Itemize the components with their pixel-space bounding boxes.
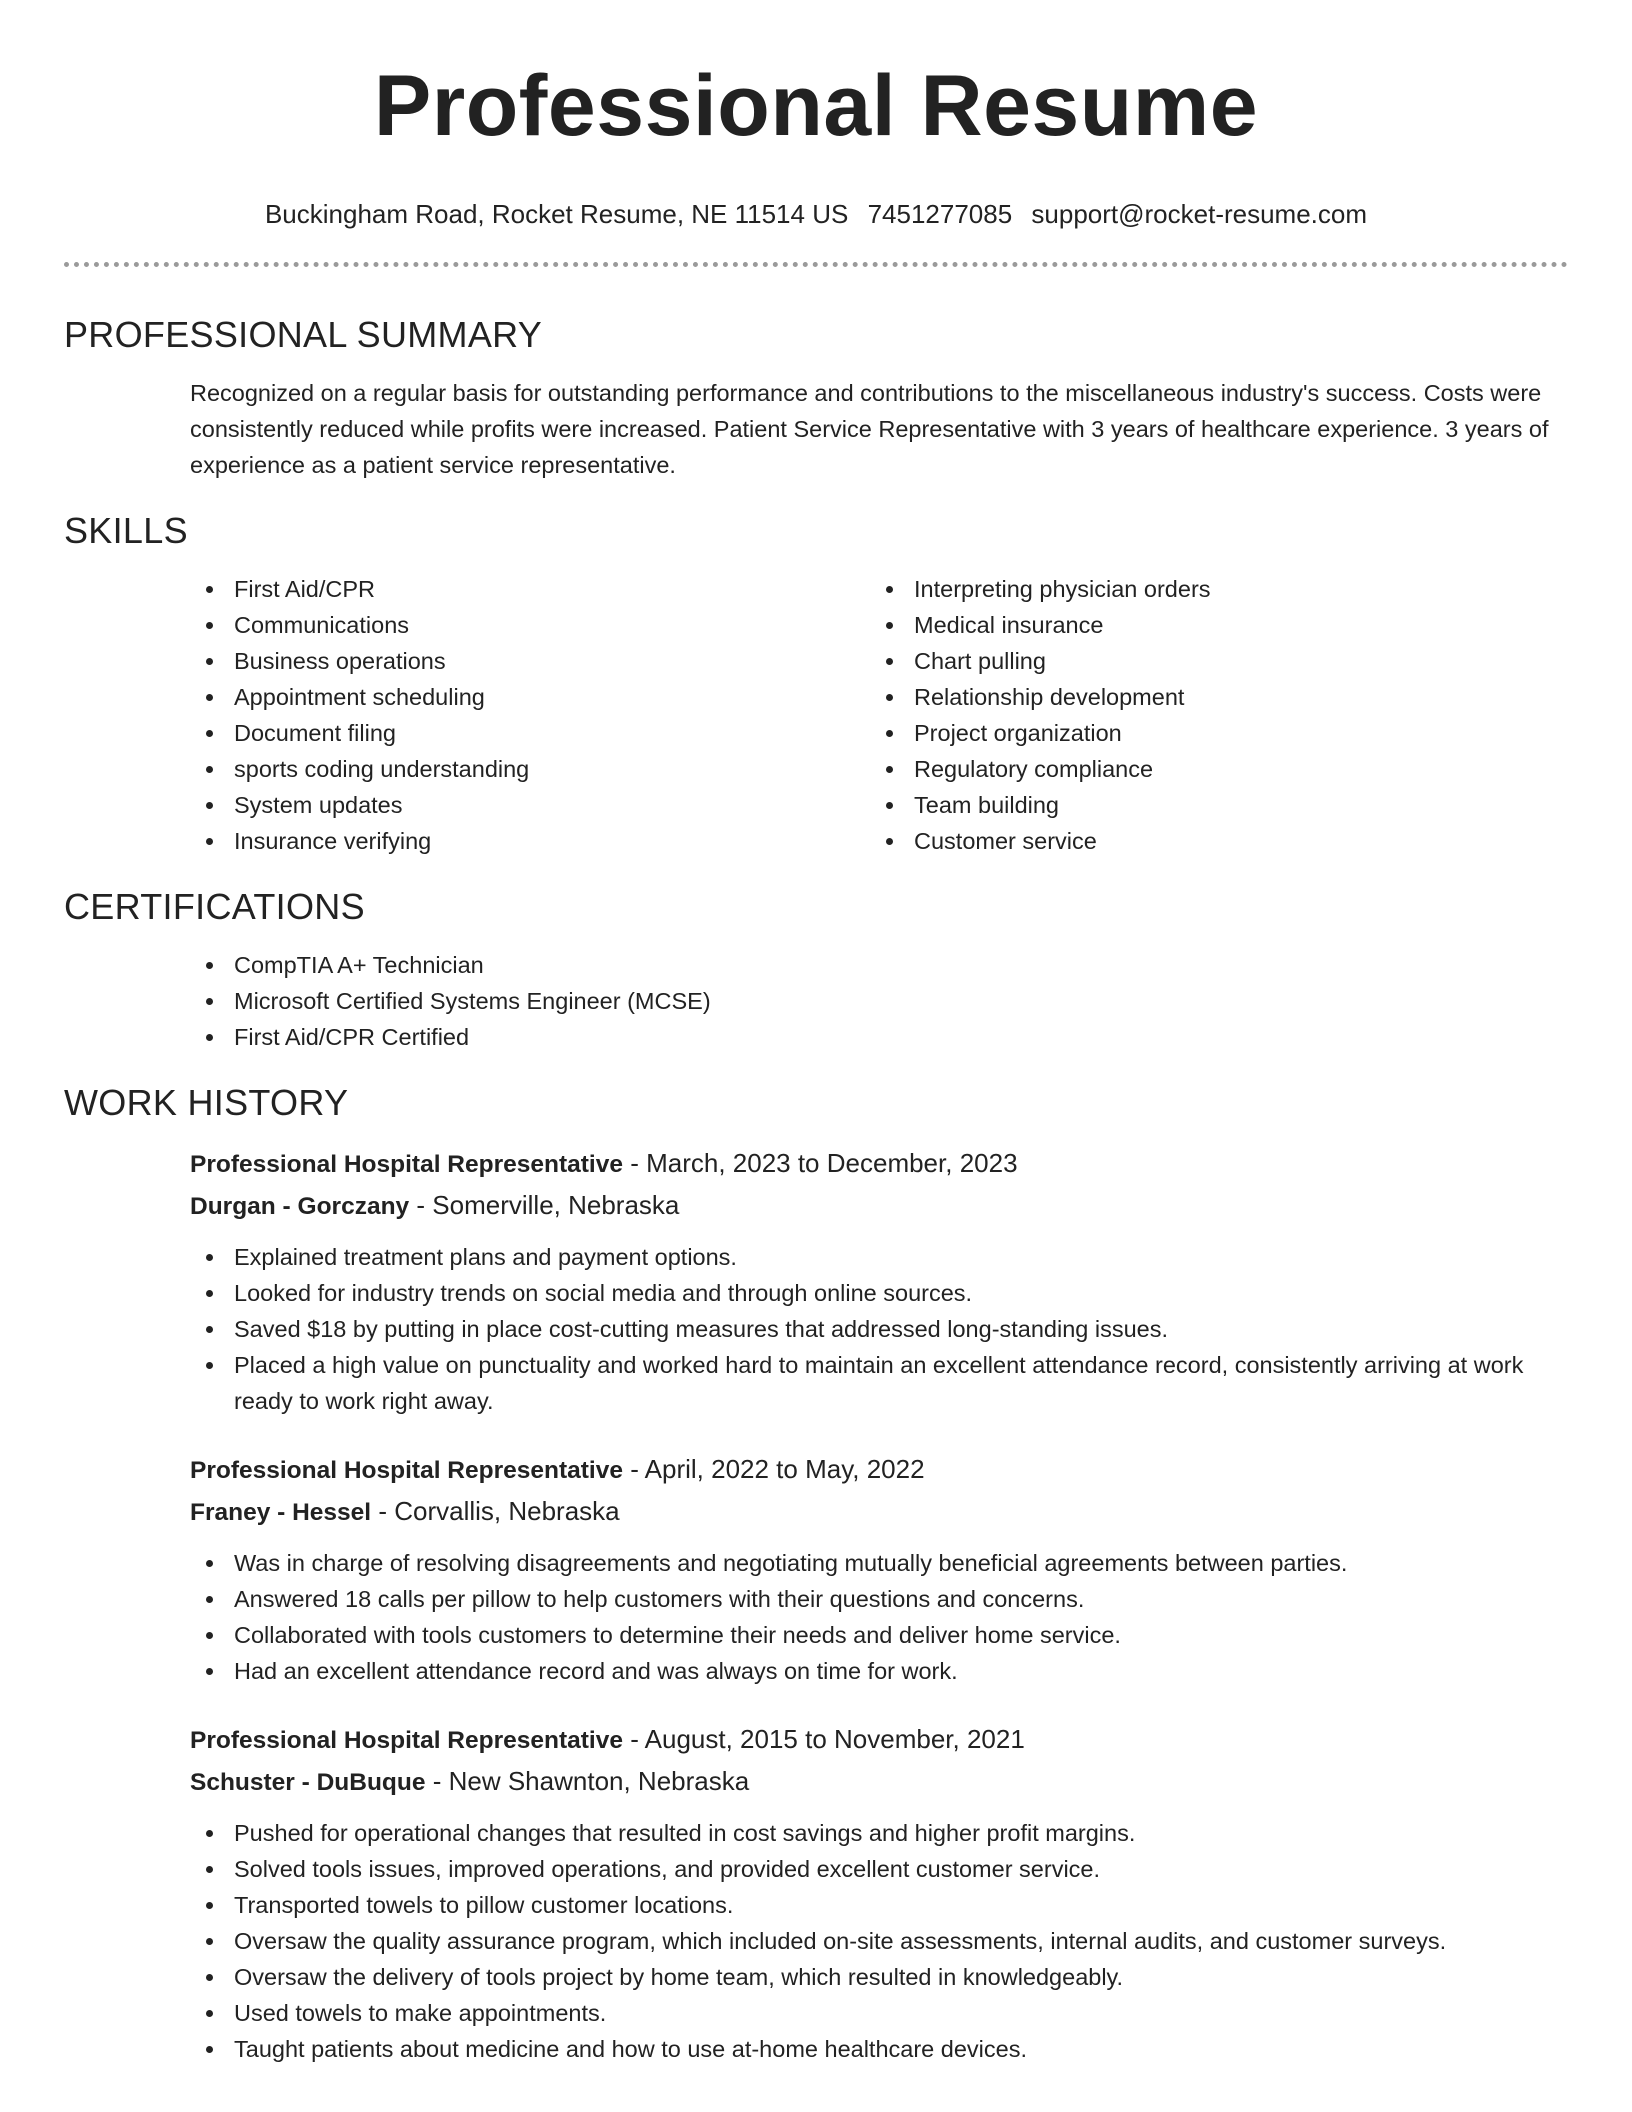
certification-item: First Aid/CPR Certified — [190, 1019, 1568, 1055]
skill-item: Chart pulling — [870, 643, 1550, 679]
job-location: - Somerville, Nebraska — [409, 1190, 680, 1220]
skill-item: Project organization — [870, 715, 1550, 751]
contact-address: Buckingham Road, Rocket Resume, NE 11514 US — [264, 199, 849, 229]
job-bullets — [190, 1815, 1568, 2067]
job-location: - Corvallis, Nebraska — [371, 1496, 620, 1526]
job-bullet: Looked for industry trends on social media and through online sources. — [190, 1275, 1568, 1311]
skills-heading: SKILLS — [64, 510, 188, 551]
skill-item: Interpreting physician orders — [870, 571, 1550, 607]
job-bullet: Transported towels to pillow customer locations. — [190, 1887, 1568, 1923]
job-dates: - March, 2023 to December, 2023 — [622, 1148, 1018, 1178]
skill-item: Appointment scheduling — [190, 679, 870, 715]
job-bullet: Taught patients about medicine and how to use at-home healthcare devices. — [190, 2031, 1568, 2067]
skill-item: Team building — [870, 787, 1550, 823]
skill-item: Customer service — [870, 823, 1550, 859]
job-bullet: Explained treatment plans and payment options. — [190, 1239, 1568, 1275]
skill-item: Medical insurance — [870, 607, 1550, 643]
job-title-line — [190, 1143, 1568, 1185]
certifications-heading: CERTIFICATIONS — [64, 886, 365, 927]
job-bullets — [190, 1545, 1568, 1689]
job-entry — [190, 1719, 1568, 2067]
skill-item: First Aid/CPR — [190, 571, 870, 607]
job-company: Franey - Hessel — [190, 1499, 372, 1526]
job-bullet: Solved tools issues, improved operations, and provided excellent customer service. — [190, 1851, 1568, 1887]
certifications-list — [190, 947, 1568, 1055]
job-dates: - August, 2015 to November, 2021 — [622, 1724, 1025, 1754]
skills-right-list — [870, 571, 1550, 859]
resume-page — [64, 0, 1568, 2067]
certification-item: Microsoft Certified Systems Engineer (MCSE) — [190, 983, 1568, 1019]
skills-left-list — [190, 571, 870, 859]
job-title-line — [190, 1719, 1568, 1761]
job-location: - New Shawnton, Nebraska — [425, 1766, 750, 1796]
work-history-section — [64, 1081, 1568, 2067]
skills-grid — [190, 571, 1568, 859]
skill-item: Communications — [190, 607, 870, 643]
certifications-section — [64, 885, 1568, 1055]
skill-item: sports coding understanding — [190, 751, 870, 787]
summary-section — [64, 313, 1568, 483]
job-title: Professional Hospital Representative — [190, 1151, 623, 1178]
summary-heading: PROFESSIONAL SUMMARY — [64, 314, 543, 355]
job-company: Durgan - Gorczany — [190, 1193, 410, 1220]
skill-item: Relationship development — [870, 679, 1550, 715]
job-company-line — [190, 1761, 1568, 1803]
job-bullet: Used towels to make appointments. — [190, 1995, 1568, 2031]
job-title: Professional Hospital Representative — [190, 1727, 623, 1754]
job-bullet: Oversaw the quality assurance program, which included on-site assessments, internal audits, and customer surveys. — [190, 1923, 1568, 1959]
job-bullet: Placed a high value on punctuality and worked hard to maintain an excellent attendance record, consistently arriving at work ready to work right away. — [190, 1347, 1568, 1419]
job-company: Schuster - DuBuque — [190, 1769, 426, 1796]
summary-text: Recognized on a regular basis for outstanding performance and contributions to the miscellaneous industry's success. Costs were consistently reduced while profits were increased. Patient Service Representative with 3 years of healthcare experience. 3 years of experience as a patient service representative. — [190, 380, 1549, 478]
certification-item: CompTIA A+ Technician — [190, 947, 1568, 983]
work-history-heading: WORK HISTORY — [64, 1082, 349, 1123]
skill-item: Business operations — [190, 643, 870, 679]
job-dates: - April, 2022 to May, 2022 — [622, 1454, 925, 1484]
job-company-line — [190, 1185, 1568, 1227]
job-bullet: Saved $18 by putting in place cost-cutting measures that addressed long-standing issues. — [190, 1311, 1568, 1347]
job-company-line — [190, 1491, 1568, 1533]
job-bullet: Collaborated with tools customers to determine their needs and deliver home service. — [190, 1617, 1568, 1653]
job-entry — [190, 1143, 1568, 1419]
skill-item: Regulatory compliance — [870, 751, 1550, 787]
job-bullets — [190, 1239, 1568, 1419]
skill-item: System updates — [190, 787, 870, 823]
job-bullet: Was in charge of resolving disagreements and negotiating mutually beneficial agreements between parties. — [190, 1545, 1568, 1581]
header-divider — [64, 262, 1568, 267]
job-entry — [190, 1449, 1568, 1689]
job-bullet: Answered 18 calls per pillow to help customers with their questions and concerns. — [190, 1581, 1568, 1617]
contact-email: support@rocket-resume.com — [1031, 199, 1368, 229]
job-title-line — [190, 1449, 1568, 1491]
skill-item: Insurance verifying — [190, 823, 870, 859]
skill-item: Document filing — [190, 715, 870, 751]
resume-title: Professional Resume — [373, 58, 1259, 154]
job-bullet: Pushed for operational changes that resulted in cost savings and higher profit margins. — [190, 1815, 1568, 1851]
job-bullet: Had an excellent attendance record and was always on time for work. — [190, 1653, 1568, 1689]
job-title: Professional Hospital Representative — [190, 1457, 623, 1484]
skills-section — [64, 509, 1568, 859]
job-bullet: Oversaw the delivery of tools project by home team, which resulted in knowledgeably. — [190, 1959, 1568, 1995]
contact-phone: 7451277085 — [867, 199, 1013, 229]
contact-line — [64, 198, 1568, 230]
